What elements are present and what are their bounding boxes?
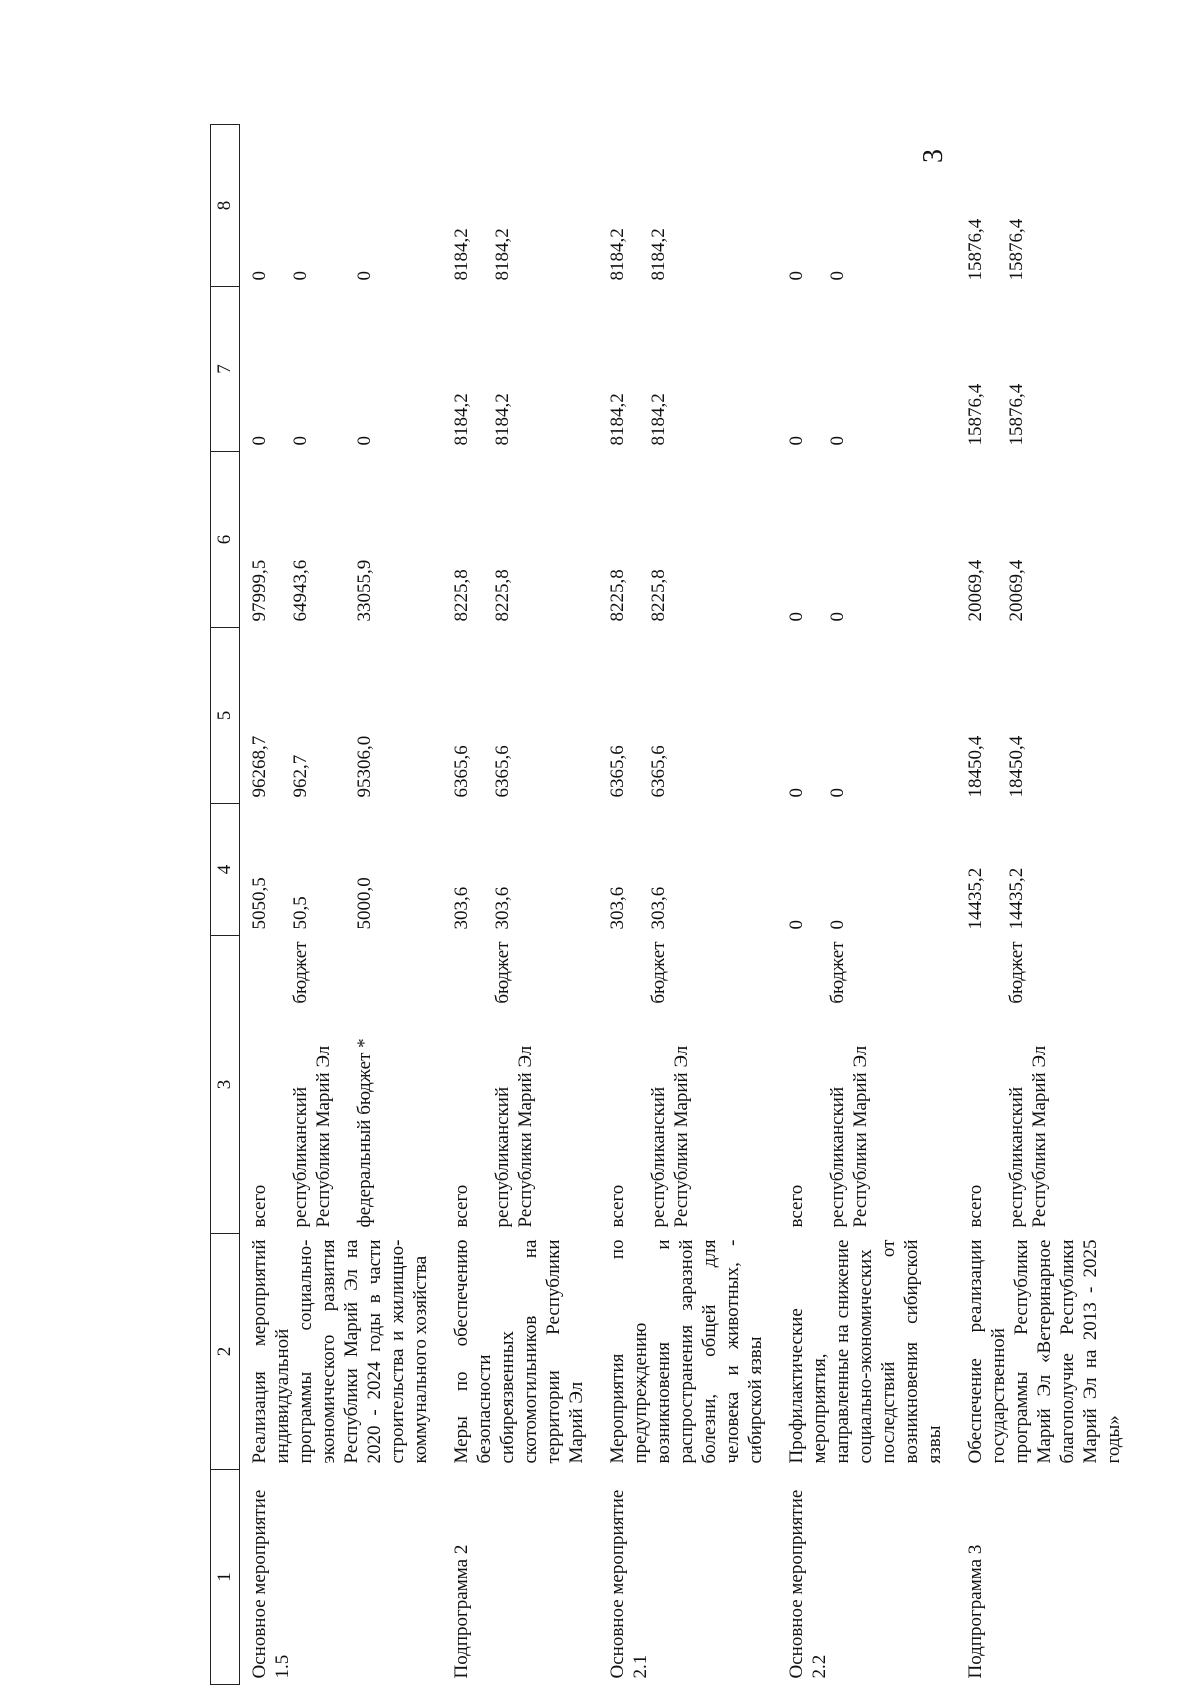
value: 5000,0	[354, 877, 375, 930]
value-col-6	[777, 452, 956, 628]
row-description: Реализация мероприятий индивидуальной программы социально-экономического развития Республики Марий Эл на 2020 - 2024 годы в части строительства и жилищно-коммунального хозяйства	[249, 1239, 431, 1464]
funding-source-cell	[777, 936, 956, 1234]
value-col-8	[442, 125, 598, 287]
value: 0	[827, 271, 848, 281]
row-description: Обеспечение реализации государственной программы Республики Марий Эл «Ветеринарное благополучие Республики Марий Эл на 2013 - 2025 годы»	[965, 1239, 1124, 1464]
value: 8225,8	[492, 569, 513, 622]
funding-source: федеральный бюджет *	[354, 1038, 375, 1228]
value-col-5	[240, 628, 443, 804]
value: 303,6	[451, 886, 472, 930]
funding-source-cell	[956, 936, 1135, 1234]
value: 8184,2	[492, 393, 513, 446]
value: 8225,8	[451, 569, 472, 622]
value: 6365,6	[648, 745, 669, 798]
value-col-5	[442, 628, 598, 804]
row-name: Подпрограмма 2	[451, 1544, 472, 1679]
value: 20069,4	[1006, 559, 1027, 622]
value: 97999,5	[249, 559, 270, 622]
value: 6365,6	[451, 745, 472, 798]
table-row	[442, 125, 598, 1685]
value: 303,6	[492, 886, 513, 930]
value-col-4	[956, 804, 1135, 936]
header-col-6: 6	[211, 452, 240, 628]
value: 64943,6	[290, 559, 311, 622]
table-row	[240, 125, 443, 1685]
value: 0	[827, 612, 848, 622]
funding-source: всего	[451, 1184, 472, 1228]
budget-table	[210, 124, 1135, 1685]
value-col-8	[777, 125, 956, 287]
value: 0	[354, 436, 375, 446]
value: 0	[786, 271, 807, 281]
value: 0	[827, 920, 848, 930]
row-name: Основное мероприятие 2.1	[607, 1489, 651, 1679]
value: 8184,2	[648, 228, 669, 281]
header-col-1: 1	[211, 1470, 240, 1685]
value-col-6	[442, 452, 598, 628]
value: 33055,9	[354, 559, 375, 622]
funding-source: республиканский бюджет Республики Марий Эл	[290, 941, 334, 1228]
row-description: Профилактические мероприятия, направленные на снижение социально-экономических последствий от возникновения сибирской язвы	[786, 1239, 945, 1464]
value: 0	[786, 612, 807, 622]
funding-source: республиканский бюджет Республики Марий Эл	[1006, 941, 1050, 1228]
table-row	[956, 125, 1135, 1685]
funding-source: республиканский бюджет Республики Марий Эл	[827, 941, 871, 1228]
table-header-row	[211, 125, 240, 1685]
value: 8225,8	[648, 569, 669, 622]
value: 8184,2	[648, 393, 669, 446]
value: 96268,7	[249, 735, 270, 798]
value-col-8	[956, 125, 1135, 287]
value-col-7	[598, 287, 777, 452]
value: 0	[249, 436, 270, 446]
value-col-4	[598, 804, 777, 936]
value: 0	[786, 436, 807, 446]
value: 0	[290, 271, 311, 281]
funding-source: всего	[965, 1184, 986, 1228]
value: 962,7	[290, 754, 311, 798]
rotated-table-container	[210, 125, 1124, 1685]
value: 15876,4	[1006, 218, 1027, 281]
row-name: Основное мероприятие 1.5	[249, 1489, 293, 1679]
value: 0	[786, 788, 807, 798]
funding-source: всего	[786, 1184, 807, 1228]
header-col-3: 3	[211, 936, 240, 1234]
value: 8184,2	[607, 228, 628, 281]
header-col-5: 5	[211, 628, 240, 804]
value: 303,6	[607, 886, 628, 930]
funding-source-cell	[442, 936, 598, 1234]
value-col-8	[598, 125, 777, 287]
value: 6365,6	[492, 745, 513, 798]
value: 14435,2	[1006, 867, 1027, 930]
value: 20069,4	[965, 559, 986, 622]
value: 15876,4	[965, 383, 986, 446]
value-col-4	[777, 804, 956, 936]
value-col-6	[598, 452, 777, 628]
row-description: Меры по обеспечению безопасности сибиреязвенных скотомогильников на территории Республики Марий Эл	[451, 1239, 587, 1464]
value-col-7	[777, 287, 956, 452]
value: 0	[827, 788, 848, 798]
value: 8184,2	[492, 228, 513, 281]
value-col-6	[240, 452, 443, 628]
value-col-7	[442, 287, 598, 452]
value-col-4	[240, 804, 443, 936]
header-col-7: 7	[211, 287, 240, 452]
value-col-4	[442, 804, 598, 936]
page-number: 3	[918, 149, 949, 163]
value: 18450,4	[1006, 735, 1027, 798]
value-col-5	[956, 628, 1135, 804]
funding-source-cell	[240, 936, 443, 1234]
header-col-4: 4	[211, 804, 240, 936]
value: 8184,2	[607, 393, 628, 446]
funding-source-cell	[598, 936, 777, 1234]
value-col-5	[777, 628, 956, 804]
header-col-2: 2	[211, 1234, 240, 1470]
value-col-6	[956, 452, 1135, 628]
value: 0	[786, 920, 807, 930]
funding-source: всего	[607, 1184, 628, 1228]
value: 303,6	[648, 886, 669, 930]
value: 18450,4	[965, 735, 986, 798]
value: 14435,2	[965, 867, 986, 930]
value: 15876,4	[1006, 383, 1027, 446]
value: 5050,5	[249, 877, 270, 930]
row-description: Мероприятия по предупреждению возникновения и распространения заразной болезни, общей для человека и животных, - сибирской язвы	[607, 1239, 766, 1464]
value-col-8	[240, 125, 443, 287]
row-name: Подпрограмма 3	[965, 1544, 986, 1679]
table-row	[598, 125, 777, 1685]
value-col-7	[956, 287, 1135, 452]
value: 0	[827, 436, 848, 446]
value: 6365,6	[607, 745, 628, 798]
value: 95306,0	[354, 735, 375, 798]
header-col-8: 8	[211, 125, 240, 287]
table-row	[777, 125, 956, 1685]
value-col-7	[240, 287, 443, 452]
value: 50,5	[290, 896, 311, 930]
value: 0	[290, 436, 311, 446]
funding-source: республиканский бюджет Республики Марий Эл	[492, 941, 536, 1228]
value: 8184,2	[451, 228, 472, 281]
row-name: Основное мероприятие 2.2	[786, 1489, 830, 1679]
value-col-5	[598, 628, 777, 804]
value: 15876,4	[965, 218, 986, 281]
value: 0	[249, 271, 270, 281]
funding-source: республиканский бюджет Республики Марий Эл	[648, 941, 692, 1228]
value: 8184,2	[451, 393, 472, 446]
funding-source: всего	[249, 1184, 270, 1228]
value: 0	[354, 271, 375, 281]
value: 8225,8	[607, 569, 628, 622]
